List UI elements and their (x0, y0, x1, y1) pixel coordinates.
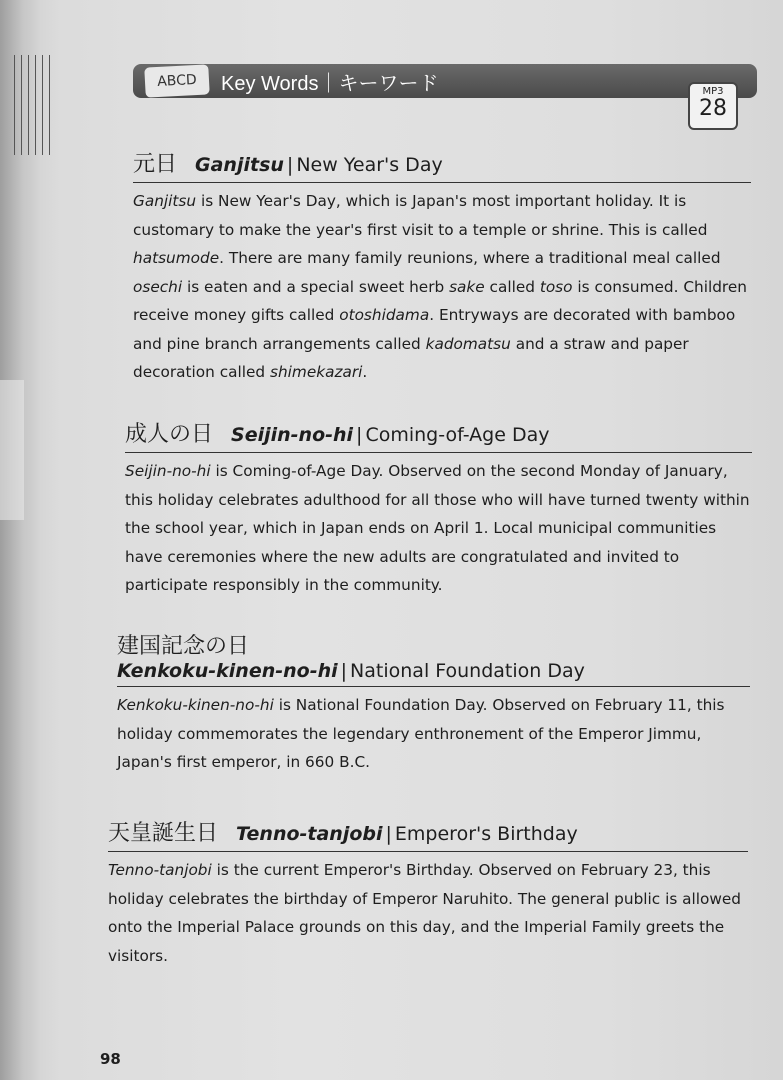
text-run: is consumed. Children receive money gifts called (133, 277, 747, 324)
italic-term: hatsumode (133, 249, 220, 267)
mp3-label: MP3 (702, 86, 724, 97)
italic-term: osechi (133, 277, 183, 296)
italic-term: toso (539, 277, 573, 296)
heading-rule (125, 452, 752, 453)
entry-paragraph (125, 457, 752, 600)
entry-paragraph (108, 856, 748, 970)
entry-heading (133, 147, 751, 178)
page-edge (0, 380, 24, 520)
text-run: is New Year's Day, which is Japan's most important holiday. It is customary to make the year's first visit to a temple or shrine. This is called (133, 192, 708, 239)
banner-title: Key Words｜キーワード (221, 72, 439, 95)
text-run: . (362, 363, 368, 381)
entry-kenkoku-kinen-no-hi (117, 629, 750, 777)
heading-japanese: 元日 (133, 152, 178, 177)
heading-romaji: Tenno-tanjobi (236, 823, 383, 845)
heading-separator: | (340, 660, 348, 682)
text-run: . There are many family reunions, where a traditional meal called (219, 249, 721, 267)
heading-romaji: Seijin-no-hi (231, 424, 354, 446)
mp3-track-number: 28 (699, 96, 727, 121)
heading-english: Emperor's Birthday (394, 823, 578, 845)
text-run: and a straw and paper decoration called (133, 334, 689, 381)
heading-rule (117, 686, 750, 687)
page-gutter-shadow (0, 0, 40, 1080)
entry-tenno-tanjobi (108, 816, 748, 970)
text-run: is the current Emperor's Birthday. Observed on February 23, this holiday celebrates the birthday of Emperor Naruhito. The general public is allowed onto the Imperial Palace grounds on this day, and the Imperial Family greets the visitors. (108, 861, 742, 965)
heading-separator: | (286, 154, 294, 176)
text-run: called (484, 277, 540, 296)
entry-paragraph (117, 691, 750, 777)
italic-term: shimekazari (270, 363, 363, 381)
text-run: is National Foundation Day. Observed on February 11, this holiday commemorates the legendary enthronement of the Emperor Jimmu, Japan's first emperor, in 660 B.C. (117, 696, 725, 771)
heading-separator: | (385, 823, 392, 845)
key-words-banner (133, 64, 757, 98)
entry-heading (108, 816, 748, 847)
abcd-logo-icon (144, 64, 209, 97)
heading-romaji: Ganjitsu (195, 154, 284, 176)
text-run: . Entryways are decorated with bamboo and pine branch arrangements called (133, 306, 736, 353)
text-run: is Coming-of-Age Day. Observed on the second Monday of January, this holiday celebrates adulthood for all those who will have turned twenty within the school year, which in Japan ends on April 1. Local municipal communities have ceremonies where the new adults are congratulated and invited to participate responsibly in the community. (125, 462, 750, 594)
heading-english: New Year's Day (296, 154, 443, 176)
italic-term: Tenno-tanjobi (108, 861, 212, 879)
text-run: is eaten and a special sweet herb (182, 277, 450, 296)
italic-term: Kenkoku-kinen-no-hi (117, 696, 274, 714)
entry-heading (117, 629, 750, 682)
entry-heading (125, 417, 752, 448)
entry-paragraph (133, 187, 751, 387)
heading-japanese: 成人の日 (125, 422, 214, 447)
italic-term: Seijin-no-hi (125, 462, 211, 480)
logo-text: ABCD (156, 71, 198, 91)
italic-term: sake (449, 277, 485, 296)
mp3-track-badge (688, 82, 738, 130)
page-number: 98 (100, 1050, 121, 1068)
heading-japanese: 建国記念の日 (117, 634, 250, 659)
heading-romaji: Kenkoku-kinen-no-hi (117, 660, 338, 682)
heading-english: Coming-of-Age Day (365, 424, 550, 446)
binding-lines (14, 55, 50, 155)
italic-term: otoshidama (339, 306, 430, 324)
heading-rule (108, 851, 748, 852)
entry-seijin-no-hi (125, 417, 752, 600)
italic-term: Ganjitsu (133, 192, 197, 210)
entry-ganjitsu (133, 147, 751, 387)
italic-term: kadomatsu (425, 334, 511, 353)
heading-separator: | (356, 424, 363, 446)
heading-rule (133, 182, 751, 183)
heading-japanese: 天皇誕生日 (108, 821, 219, 846)
heading-english: National Foundation Day (350, 660, 585, 682)
